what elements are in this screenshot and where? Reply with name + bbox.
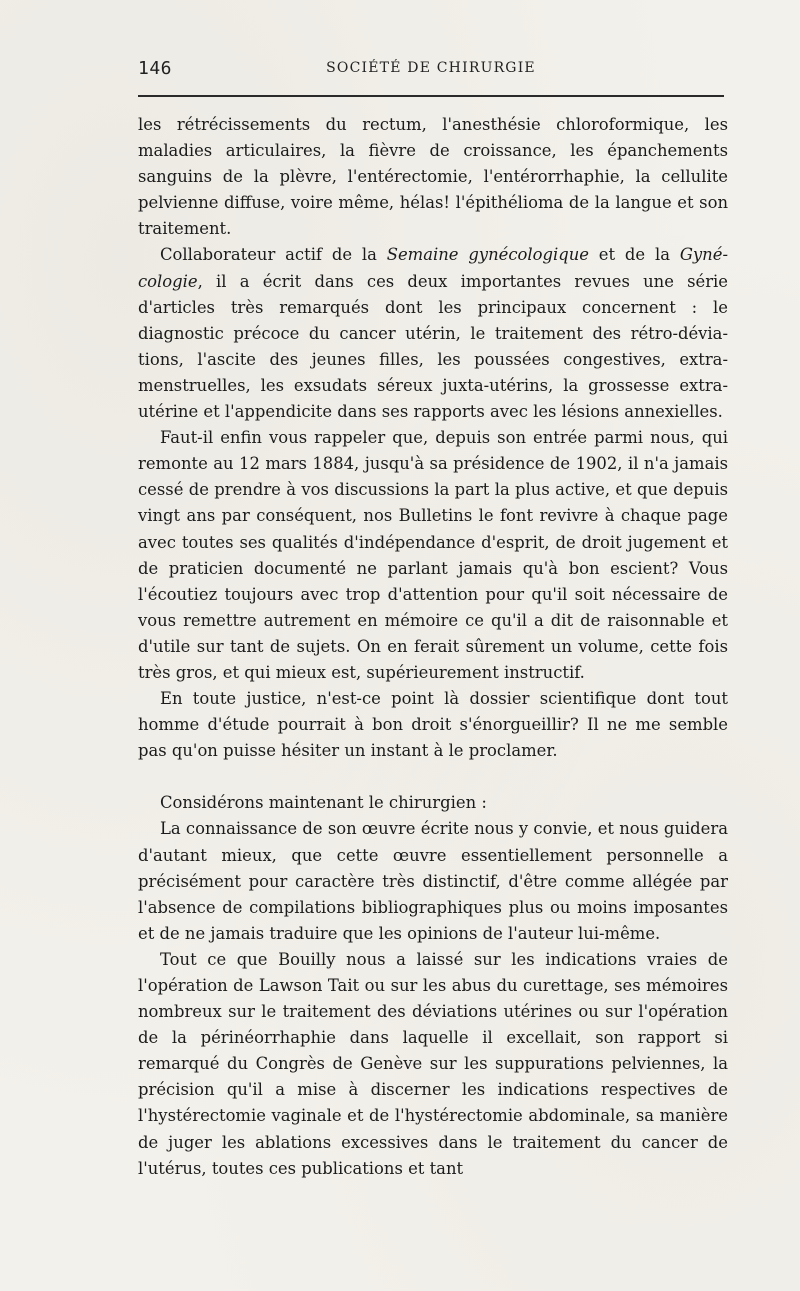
paragraph-3: Faut-il enfin vous rappeler que, depuis son entrée parmi nous, qui remonte au 12 mars 1884, jusqu'à sa présidence de 1902, il n'a jamais cessé de prendre à vos discussions la part la plus active, et que depuis vingt ans par conséquent, nos Bulletins le font revivre à chaque page avec toutes ses qualités d'indépendance d'esprit, de droit jugement et de praticien documenté ne parlant jamais qu'à bon escient? Vous l'écoutiez toujours avec trop d'attention pour qu'il soit nécessaire de vous remettre autrement en mémoire ce qu'il a dit de raisonnable et d'utile sur tant de sujets. On en ferait sûrement un volume, cette fois très gros, et qui mieux est, supérieurement instructif. — [138, 428, 728, 682]
paragraph-2 — [138, 242, 728, 425]
journal-name-gynecologie: Gynécologie — [138, 245, 728, 291]
paragraph-2-text-c: , il a écrit dans ces deux importantes revues une série d'articles très remarqués dont les principaux concernent : le diagnostic précoce du cancer utérin, le traitement des rétro-déviations, l'ascite des jeunes filles, les poussées congestives, extra-menstruelles, les exsudats séreux juxta-utérins, la grossesse extra-utérine et l'appendicite dans ses rapports avec les lésions annexielles. — [138, 271, 728, 422]
paragraph-2-text-b: et de la — [588, 245, 680, 265]
paragraph-4: En toute justice, n'est-ce point là dossier scientifique dont tout homme d'étude pourrait à bon droit s'énorgueillir? Il ne me semble pas qu'on puisse hésiter un instant à le proclamer. — [138, 689, 728, 761]
paragraph-1: les rétrécissements du rectum, l'anesthésie chloroformique, les maladies articulaires, la fièvre de croissance, les épanchements sanguins de la plèvre, l'entérectomie, l'entérorrhaphie, la cellulite pelvienne diffuse, voire même, hélas! l'épithélioma de la langue et son traitement. — [138, 115, 728, 239]
paragraph-2-text-a: Collaborateur actif de la — [160, 245, 387, 265]
paragraph-7: Tout ce que Bouilly nous a laissé sur les indications vraies de l'opération de Lawson Tait ou sur les abus du curettage, ses mémoires nombreux sur le traitement des déviations utérines ou sur l'opération de la périnéorrhaphie dans laquelle il excellait, son rapport si remarqué du Congrès de Genève sur les suppurations pelviennes, la précision qu'il a mise à discerner les indications respectives de l'hystérectomie vaginale et de l'hystérectomie abdominale, sa manière de juger les ablations excessives dans le traitement du cancer de l'utérus, toutes ces publications et tant — [138, 949, 728, 1178]
running-head — [138, 58, 724, 82]
paragraph-6: La connaissance de son œuvre écrite nous y convie, et nous guidera d'autant mieux, que cette œuvre essentiellement personnelle a précisément pour caractère très distinctif, d'être comme allégée par l'absence de compilations bibliographiques plus ou moins imposantes et de ne jamais traduire que les opinions de l'auteur lui-même. — [138, 819, 728, 943]
journal-title: SOCIÉTÉ DE CHIRURGIE — [326, 60, 536, 76]
page-number: 146 — [138, 58, 173, 79]
paragraph-5: Considérons maintenant le chirurgien : — [160, 793, 487, 813]
article-body — [138, 112, 728, 1182]
header-rule — [138, 95, 724, 97]
journal-name-semaine-gynecologique: Semaine gynécologique — [386, 245, 589, 265]
